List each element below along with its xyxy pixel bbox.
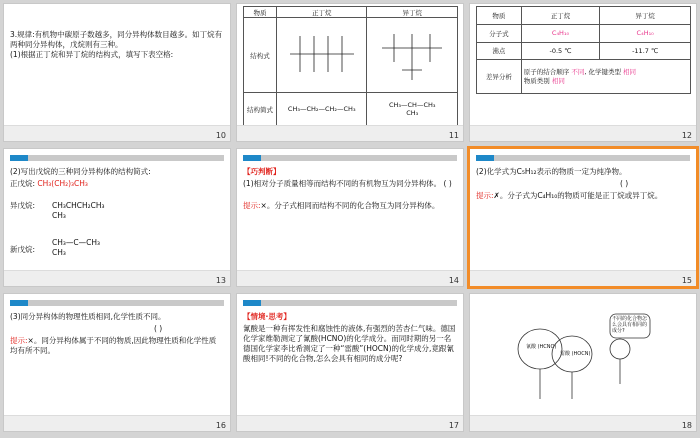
comparison-table: 物质 正丁烷 异丁烷 分子式 C₄H₁₀ C₄H₁₀ 沸点 -0.5 ℃ -11.7 ℃ 差异分析 原子的结合顺序 不同, 化学键类型 相同 物质类别 相同: [476, 6, 691, 94]
row-label: 结构式: [244, 18, 277, 93]
header-cell: 正丁烷: [277, 7, 367, 18]
structure-table: [243, 6, 458, 126]
slide-16[interactable]: (3)同分异构体的物理性质相同,化学性质不同。 ( ) 提示:×。同分异构体属于不同的物质,因此物理性质和化学性质均有所不同。 16: [3, 293, 231, 432]
header-cell: 物质: [244, 7, 277, 18]
isobutane-simple: CH₃—CH—CH₃ CH₃: [367, 93, 458, 126]
speech-bubble: 不同的化合物怎么会具有相同的成分?: [612, 316, 648, 334]
section-tag: 【情境·思考】: [243, 312, 291, 321]
slide-number: 13: [215, 276, 226, 285]
slide-15[interactable]: (2)化学式为C₅H₁₂表示的物质一定为纯净物。 ( ) 提示:✗。分子式为C₄H₁₀的物质可能是正丁烷或异丁烷。 15: [469, 148, 697, 287]
header-cell: 异丁烷: [367, 7, 458, 18]
slide-text: 3.规律:有机物中碳原子数越多，同分异构体数目越多。如丁烷有两种同分异构体，戊烷则有三种。: [10, 30, 223, 49]
isobutane-structure: [367, 18, 458, 93]
n-butane-structure: [277, 18, 367, 93]
n-butane-simple: CH₃—CH₂—CH₂—CH₃: [277, 93, 367, 126]
slide-subtext: (1)根据正丁烷和异丁烷的结构式，填写下表空格:: [10, 50, 174, 59]
slide-number: 16: [215, 421, 226, 430]
slide-11[interactable]: [236, 3, 464, 142]
tree-label: 氰酸 (HCNO): [526, 344, 557, 350]
slide-number: 14: [448, 276, 459, 285]
slide-number: 12: [681, 131, 692, 140]
slide-13[interactable]: (2)写出戊烷的三种同分异构体的结构简式: 正戊烷: CH₃(CH₂)₃CH₃ 异戊烷: CH₃CHCH₂CH₃ CH₃ 新戊烷: CH₃—C—CH₃ CH₃ 13: [3, 148, 231, 287]
slide-number: 18: [681, 421, 692, 430]
slide-number: 11: [448, 131, 459, 140]
slide-17[interactable]: 【情境·思考】 氰酸是一种有挥发性和腐蚀性的液体,有强烈的苦杏仁气味。德国化学家维勒测定了氰酸(HCNO)的化学成分。而同时期的另一名德国化学家李比希测定了一种“雷酸”(HOCN)的化学成分,竟跟氰酸相同!不同的化合物,怎么会具有相同的成分呢? 17: [236, 293, 464, 432]
slide-10[interactable]: [3, 3, 231, 142]
slide-18[interactable]: [469, 293, 697, 432]
slide-14[interactable]: 【巧判断】 (1)相对分子质量相等而结构不同的有机物互为同分异构体。 ( ) 提示:×。分子式相同而结构不同的化合物互为同分异构体。 14: [236, 148, 464, 287]
tree-label: 雷酸 (HOCN): [560, 351, 591, 357]
slide-number: 10: [215, 131, 226, 140]
section-tag: 【巧判断】: [243, 167, 281, 176]
slide-number: 17: [448, 421, 459, 430]
slide-12[interactable]: [469, 3, 697, 142]
slide-text: (2)写出戊烷的三种同分异构体的结构简式:: [10, 167, 151, 176]
slide-number: 15: [681, 276, 692, 285]
row-label: 结构简式: [244, 93, 277, 126]
